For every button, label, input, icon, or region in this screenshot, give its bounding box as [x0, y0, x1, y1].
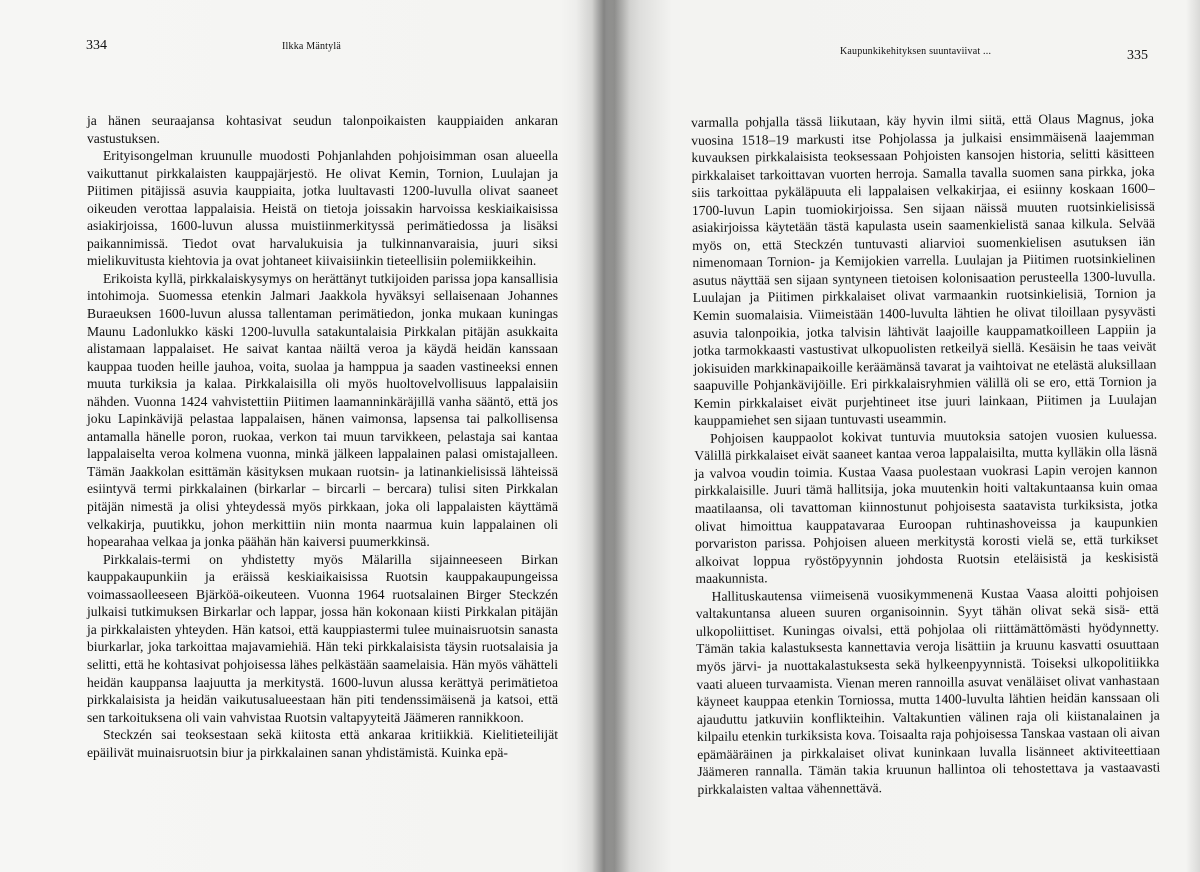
paragraph: varmalla pohjalla tässä liikutaan, käy hyvin ilmi siitä, että Olaus Magnus, joka vuosina 1518–19 markusti itse Pohjolassa ja julkaisi ensimmäisenä laajemman kuvauksen pirkkalaisista teoksessaan Pohjoisten kansojen historia, selitti käsitteen pirkkalaiset tarkoittavan vuorten herroja. Samalla tavalla suomen sana pirkka, joka siis tarkoittaa pykäläpuuta eli lappalaisen velkakirjaa, ei esiinny koskaan 1600–1700-luvun Lapin tuomiokirjoissa. Sen sijaan näissä muuten ruotsinkielisissä asiakirjoissa käytetään tästä kapulasta usein saamenkielistä sanaa kilkula. Selvää myös on, että Steckzén tuntuvasti aliarvioi suomenkielisen asutuksen iän nimenomaan Tornion- ja Kemijokien varrella. Luulajan ja Piitimen ruotsinkielinen asutus näyttää sen sijaan syntyneen tietoisen kolonisaation perusteella 1300-luvulla. Luulajan ja Piitimen pirkkalaiset olivat varmaankin ruotsinkielisiä, Tornion ja Kemin suomalaisia. Viimeistään 1400-luvulta lähtien he olivat tiloillaan pysyvästi asuvia talonpoikia, jotka talvisin lähtivät laajoille kauppamatkoilleen Lappiin ja jotka tarmokkaasti vastustivat ulkopuolisten retkeilyä siellä. Kesäisin he taas veivät jokisuiden markkinapaikoille keräämänsä tavarat ja vaihtoivat ne etelästä aluksillaan saapuville Pohjankävijöille. Eri pirkkalaisryhmien välillä oli se ero, että Tornion ja Kemin pirkkalaiset eivät purjehtineet itse juuri lainkaan, Piitimen ja Luulajan kauppamiehet sen sijaan tuntuvasti useammin.	[691, 110, 1157, 429]
paragraph: Pirkkalais-termi on yhdistetty myös Mälarilla sijainneeseen Birkan kauppakaupunkiin ja eräissä keskiaikaisissa Ruotsin kauppakaupungeissa voimassaolleeseen Bjärköä-oikeuteen. Vuonna 1964 ruotsalainen Birger Steckzén julkaisi tutkimuksen Birkarlar och lappar, jossa hän kokonaan kiisti Pirkkalan pitäjän ja pirkkalaisten yhteyden. Hän katsoi, että kauppiastermi tulee muinaisruotsin sanasta biurkarlar, joka tarkoittaa majavamiehiä. Hän teki pirkkalaisista täysin ruotsalaisia ja selitti, että he kohtasivat pohjoisessa lähes pelkästään saamelaisia. Hän myös vähätteli heidän kauppansa laajuutta ja merkitystä. 1600-luvun alussa kerättyä perimätietoa pirkkalaisista ja heidän vaikutusalueestaan hän piti tendenssimäisenä ja katsoi, että sen tarkoituksena oli vain vahvistaa Ruotsin valtapyyteitä Jäämeren rannikkoon.	[87, 551, 558, 725]
paragraph: Steckzén sai teoksestaan sekä kiitosta että ankaraa kritiikkiä. Kielitieteilijät epäilivät muinaisruotsin biur ja pirkkalainen sanan yhdistämistä. Kuinka epä-	[87, 727, 558, 760]
paragraph: Erityisongelman kruunulle muodosti Pohjanlahden pohjoisimman osan alueella vaikuttanut pirkkalaisten kauppajärjestö. He olivat Kemin, Tornion, Luulajan ja Piitimen pitäjissä asuvia kauppiaita, jotka luultavasti 1200-luvulla olivat saaneet oikeuden verottaa lappalaisia. Heistä on tietoja joissakin harvoissa keskiaikaisissa asiakirjoissa, 1600-luvun alussa muistiinmerkityssä perimätiedossa ja lisäksi paikannimissä. Tiedot ovat harvalukuisia ja tulkinnanvaraisia, juuri siksi mielikuvitusta kiehtovia ja ovat johtaneet kiivaisiinkin tieteellisiin polemiikkeihin.	[87, 148, 558, 269]
paragraph: Hallituskautensa viimeisenä vuosikymmenenä Kustaa Vaasa aloitti pohjoisen valtakuntansa alueen suuren organisoinnin. Syyt tähän olivat sekä sisä- että ulkopoliittiset. Kuningas oivalsi, että pohjolaa oli riittämättömästi hyödynnetty. Tämän takia kalastuksesta kannettavia veroja lisättiin ja kruunu kasvatti osuuttaan myös järvi- ja nuottakalastuksesta sekä hylkeenpyynnistä. Toiseksi ulkopolitiikka vaati alueen turvaamista. Vienan meren rannoilla asuvat venäläiset olivat vanhastaan käyneet kauppaa etenkin Torniossa, mutta 1400-luvulta lähtien heidän kanssaan oli ajauduttu jatkuviin konflikteihin. Valtakuntien välinen raja oli kiistanalainen ja kilpailu etenkin turkiksista kova. Toisaalta raja pohjoisessa Tanskaa vastaan oli aivan epämääräinen ja pirkkalaiset olivat kuninkaan luvalla lisänneet aktiviteettiaan Jäämeren rannalla. Tämän takia kruunun hallintoa oli tehostettava ja vastaavasti pirkkalaisten valtaa vähennettävä.	[695, 584, 1161, 797]
right-page	[608, 0, 1200, 872]
page-number: 334	[86, 38, 107, 53]
running-head: Ilkka Mäntylä	[282, 41, 341, 52]
paragraph: Pohjoisen kauppaolot kokivat tuntuvia muutoksia satojen vuosien kuluessa. Välillä pirkkalaiset eivät saaneet kantaa veroa lappalaisilta, mutta kylläkin olla läsnä ja valvoa voudin toimia. Kustaa Vaasa puolestaan vuokrasi Lapin verojen kannon pirkkalaisille. Juuri tämä hallitsija, joka muutenkin hoiti valtakuntaansa kuin omaa maatilaansa, oli tavattoman kiinnostunut pohjoisesta saatavista turkiksista, jotka olivat himoittua kauppatavaraa Euroopan ruhtinashoveissa ja kaupunkien porvariston parissa. Pohjoisen alueen merkitystä korosti vielä se, että turkikset alkoivat loppua ryöstöpyynnin johdosta Ruotsin eteläisistä ja keskisistä maakunnista.	[694, 426, 1159, 587]
body-text	[87, 112, 558, 761]
paragraph: ja hänen seuraajansa kohtasivat seudun talonpoikaisten kauppiaiden ankaran vastustuksen.	[87, 113, 558, 146]
page-number: 335	[1127, 48, 1148, 63]
paragraph: Erikoista kyllä, pirkkalaiskysymys on herättänyt tutkijoiden parissa jopa kansallisia intohimoja. Suomessa etenkin Jalmari Jaakkola hyväksyi sellaisenaan Johannes Buraeuksen 1600-luvun alussa tallentaman perimätiedon, jonka mukaan kuningas Maunu Ladonlukko käski 1200-luvulla satakuntalaisia Pirkkalan pitäjän asukkaita alistamaan lappalaiset. He saivat kantaa näiltä veroa ja käydä heidän kanssaan kauppaa tuoden heille jauhoa, voita, suolaa ja hamppua ja saaden vastineeksi ennen muuta turkiksia ja kalaa. Pirkkalaisilla oli myös huoltovelvollisuus lappalaisiin nähden. Vuonna 1424 vahvistettiin Piitimen laamanninkäräjillä vanha sääntö, että jos joku Lapinkävijä pelastaa lappalaisen, hänen vaimonsa, lapsensa tai palkollisensa antamalla hänelle poron, ruokaa, verkon tai muun tarvikkeen, pelastaja sai kantaa lappalaiselta veroa kolmena vuonna, minkä jälkeen lappalainen palasi omistajalleen. Tämän Jaakkolan esittämän käsityksen mukaan ruotsin- ja latinankielisissä lähteissä esiintyvä termi pirkkalainen (birkarlar – bircarli – bercara) tulisi siten Pirkkalan pitäjän nimestä ja olisi yhteydessä myös pirkkaan, joka oli lappalaisten käyttämä velkakirja, puutikku, johon merkittiin niin monta naarmua kuin lappalainen oli hopearahaa velkaa ja jonka päähän hän kaiversi puumerkkinsä.	[87, 270, 558, 550]
running-head: Kaupunkikehityksen suuntaviivat ...	[840, 46, 992, 57]
body-text	[691, 110, 1161, 799]
